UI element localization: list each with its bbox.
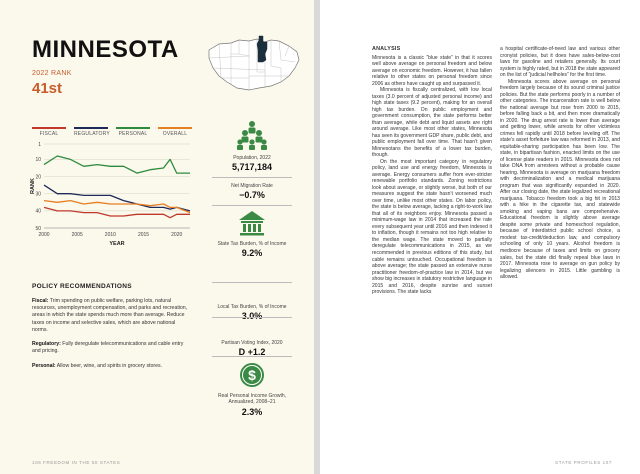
policy-regulatory [32,341,192,355]
rank-label: 2022 RANK [32,70,72,77]
footer-left: 106 FREEDOM IN THE 50 STATES [32,460,121,465]
policy-fiscal-text: Trim spending on public welfare, parking lots, natural resources, unemployment compensation, and parks and recreation, areas in which the state spends much more than average. Reduce taxes on income and selective sales, which are above national norms. [32,298,188,333]
legend-item-personal [116,127,150,137]
policy-section-title: POLICY RECOMMENDATIONS [32,283,132,290]
y-tick-label: 40 [35,208,41,215]
stat-divider [212,282,292,283]
analysis-paragraph: a hospital certificate-of-need law and various other cronyist policies, but it does have sales-below-cost laws for gasoline and retailers generally. Its court system is highly rated, but in 2018 the state appeared on the list of “judicial hellholes” for the first time. [500,46,620,79]
x-tick-label: 2005 [71,232,83,238]
stat-pvi-value: D +1.2 [238,347,266,358]
y-tick-label: 20 [35,174,41,181]
stat-pvi-label: Partisan Voting Index, 2020 [221,340,283,346]
left-page [0,0,314,474]
people-group-icon [237,120,267,150]
policy-personal-label: Personal: [32,363,56,369]
analysis-column-2 [500,46,620,281]
stat-divider [212,317,292,318]
stat-state-tax-value: 9.2% [241,248,263,259]
x-tick-label: 2000 [38,232,50,238]
state-title: MINNESOTA [32,36,179,63]
policy-personal [32,363,192,370]
house-icon [238,210,266,236]
legend-label-personal: PERSONAL [118,131,148,137]
stat-population-value: 5,717,184 [231,162,273,173]
policy-fiscal [32,298,192,334]
stat-income-growth-label: Real Personal Income Growth, Annualized, 2008–21 [217,393,287,406]
stat-divider [212,177,292,178]
y-axis-label: RANK [30,178,36,194]
stat-divider [212,205,292,206]
analysis-paragraph: On the most important category in regulatory policy, land use and energy freedom, Minnesota is average. Energy consumers suffer from ever-stricter renewable portfolio standards. Zoning restrictions look about average, or slightly worse, but both of our measures suggest the state hasn’t worsened much over time, unlike most other states. On labor policy, the state is below average, lacking a right-to-work law that all of its neighbors enjoy. Minnesota passed a minimum-wage law in 2014 that increased the rate every subsequent year until 2016 and then indexed it to inflation, though it remains not too high relative to the median wage. The state moved to partially deregulate telecommunications in 2015, as we recommended in previous editions of this study, but cable remains untouched. Occupational freedom is above average; the state passed an extensive nurse practitioner freedom-of-practice law in 2014, but we show big increases in statutory restrictive language in 2015 and 2016, despite sunrise and sunset provisions. The state lacks [372,158,492,296]
stat-income-growth-value: 2.3% [241,406,263,417]
chart-legend [32,127,192,137]
stat-pvi [206,322,298,357]
y-tick-label: 10 [35,157,41,164]
stat-local-tax-label: Local Tax Burden, % of Income [217,304,287,310]
legend-swatch-fiscal [32,127,66,129]
y-tick-label: 50 [35,225,41,232]
stat-income-growth [206,362,298,417]
analysis-paragraph: Minnesota is fiscally centralized, with low local taxes (3.0 percent of adjusted personal income) and high state taxes (9.2 percent), making for an overall high tax burden. On public employment and government consumption, the state performs better than average, while debt and liquid assets are right around average. Like most other states, Minnesota has seen its government GDP share, public debt, and public employment fall over time. That hasn’t given Minnesotans the benefits of a lower tax burden, though. [372,87,492,159]
footer-right: STATE PROFILES 107 [555,460,612,465]
legend-swatch-overall [158,127,192,129]
stat-local-tax [206,286,298,321]
x-tick-label: 2010 [104,232,116,238]
rank-line-chart [30,138,198,268]
policy-fiscal-label: Fiscal: [32,298,49,304]
policy-regulatory-text: Fully deregulate telecommunications and cable entry and pricing. [32,341,184,355]
policy-personal-text: Allow beer, wine, and spirits in grocery stores. [56,363,163,369]
analysis-paragraph: Minnesota is a classic “blue state” in that it scores well above average on personal freedom and below average on economic freedom. However, it has fallen relative to other states on personal freedom since 2006 as others have caught up and surpassed it. [372,54,492,87]
y-tick-label: 30 [35,191,41,198]
stat-population-label: Population, 2022 [233,155,271,161]
analysis-column-1 [372,46,492,296]
legend-item-overall [158,127,192,137]
policy-regulatory-label: Regulatory: [32,341,61,347]
stat-state-tax [206,210,298,258]
legend-label-overall: OVERALL [162,131,188,137]
right-page [320,0,640,474]
series-line-personal [44,156,190,173]
analysis-paragraph: Minnesota scores above average on personal freedom largely because of its sound criminal justice policies. But the state performs poorly in a number of other categories. The incarceration rate is well below the national average but rose from 2000 to 2015, before falling back a bit, and then more dramatically in 2020. The drug arrest rate is lower than average and getting lower, while arrests for other victimless crimes fell rapidly until 2018 before leveling off. The state’s asset forfeiture law was reformed in 2013, and equitable-sharing participation has been low. The state, in bipartisan fashion, enacted limits on the use of license plate readers in 2015. Minnesota does not take DNA from arrestees without a probable cause hearing. Minnesota is average on marijuana freedom with decriminalization and a medical marijuana program that was significantly expanded in 2020. After our closing date, the state legalized recreational marijuana. Tobacco freedom took a big hit in 2013 with a hike in the cigarette tax, and statewide smoking and vaping bans are comprehensive. Educational freedom is slightly above average despite some private and homeschool regulation, because of interdistrict public school choice, a modest tax-credit/deduction law, and compulsory schooling of only 10 years. Alcohol freedom is mediocre because of taxes and limits on grocery sales, but the state did finally repeal blue laws in 2017. Minnesota rose to average on gun policy by legalizing silencers in 2015. Little gambling is allowed. [500,78,620,281]
dollar-coin-icon [239,362,265,388]
legend-swatch-personal [116,127,150,129]
legend-item-regulatory [74,127,108,137]
minnesota-map-icon [205,32,305,94]
legend-label-regulatory: REGULATORY [74,131,110,137]
x-axis-label: YEAR [109,241,125,247]
x-tick-label: 2020 [171,232,183,238]
stat-migration-value: −0.7% [239,190,265,201]
legend-label-fiscal: FISCAL [39,131,59,137]
rank-value: 41st [32,80,63,97]
legend-item-fiscal [32,127,66,137]
stat-migration-label: Net Migration Rate [231,183,273,189]
y-tick-label: 1 [38,141,41,148]
stat-migration [206,183,298,200]
legend-swatch-regulatory [74,127,108,129]
stat-population [206,120,298,172]
stat-local-tax-value: 3.0% [241,311,263,322]
analysis-heading: ANALYSIS [372,46,401,52]
x-tick-label: 2015 [137,232,150,238]
svg-text:$: $ [248,367,256,383]
stat-divider [212,356,292,357]
stat-state-tax-label: State Tax Burden, % of Income [217,241,287,247]
